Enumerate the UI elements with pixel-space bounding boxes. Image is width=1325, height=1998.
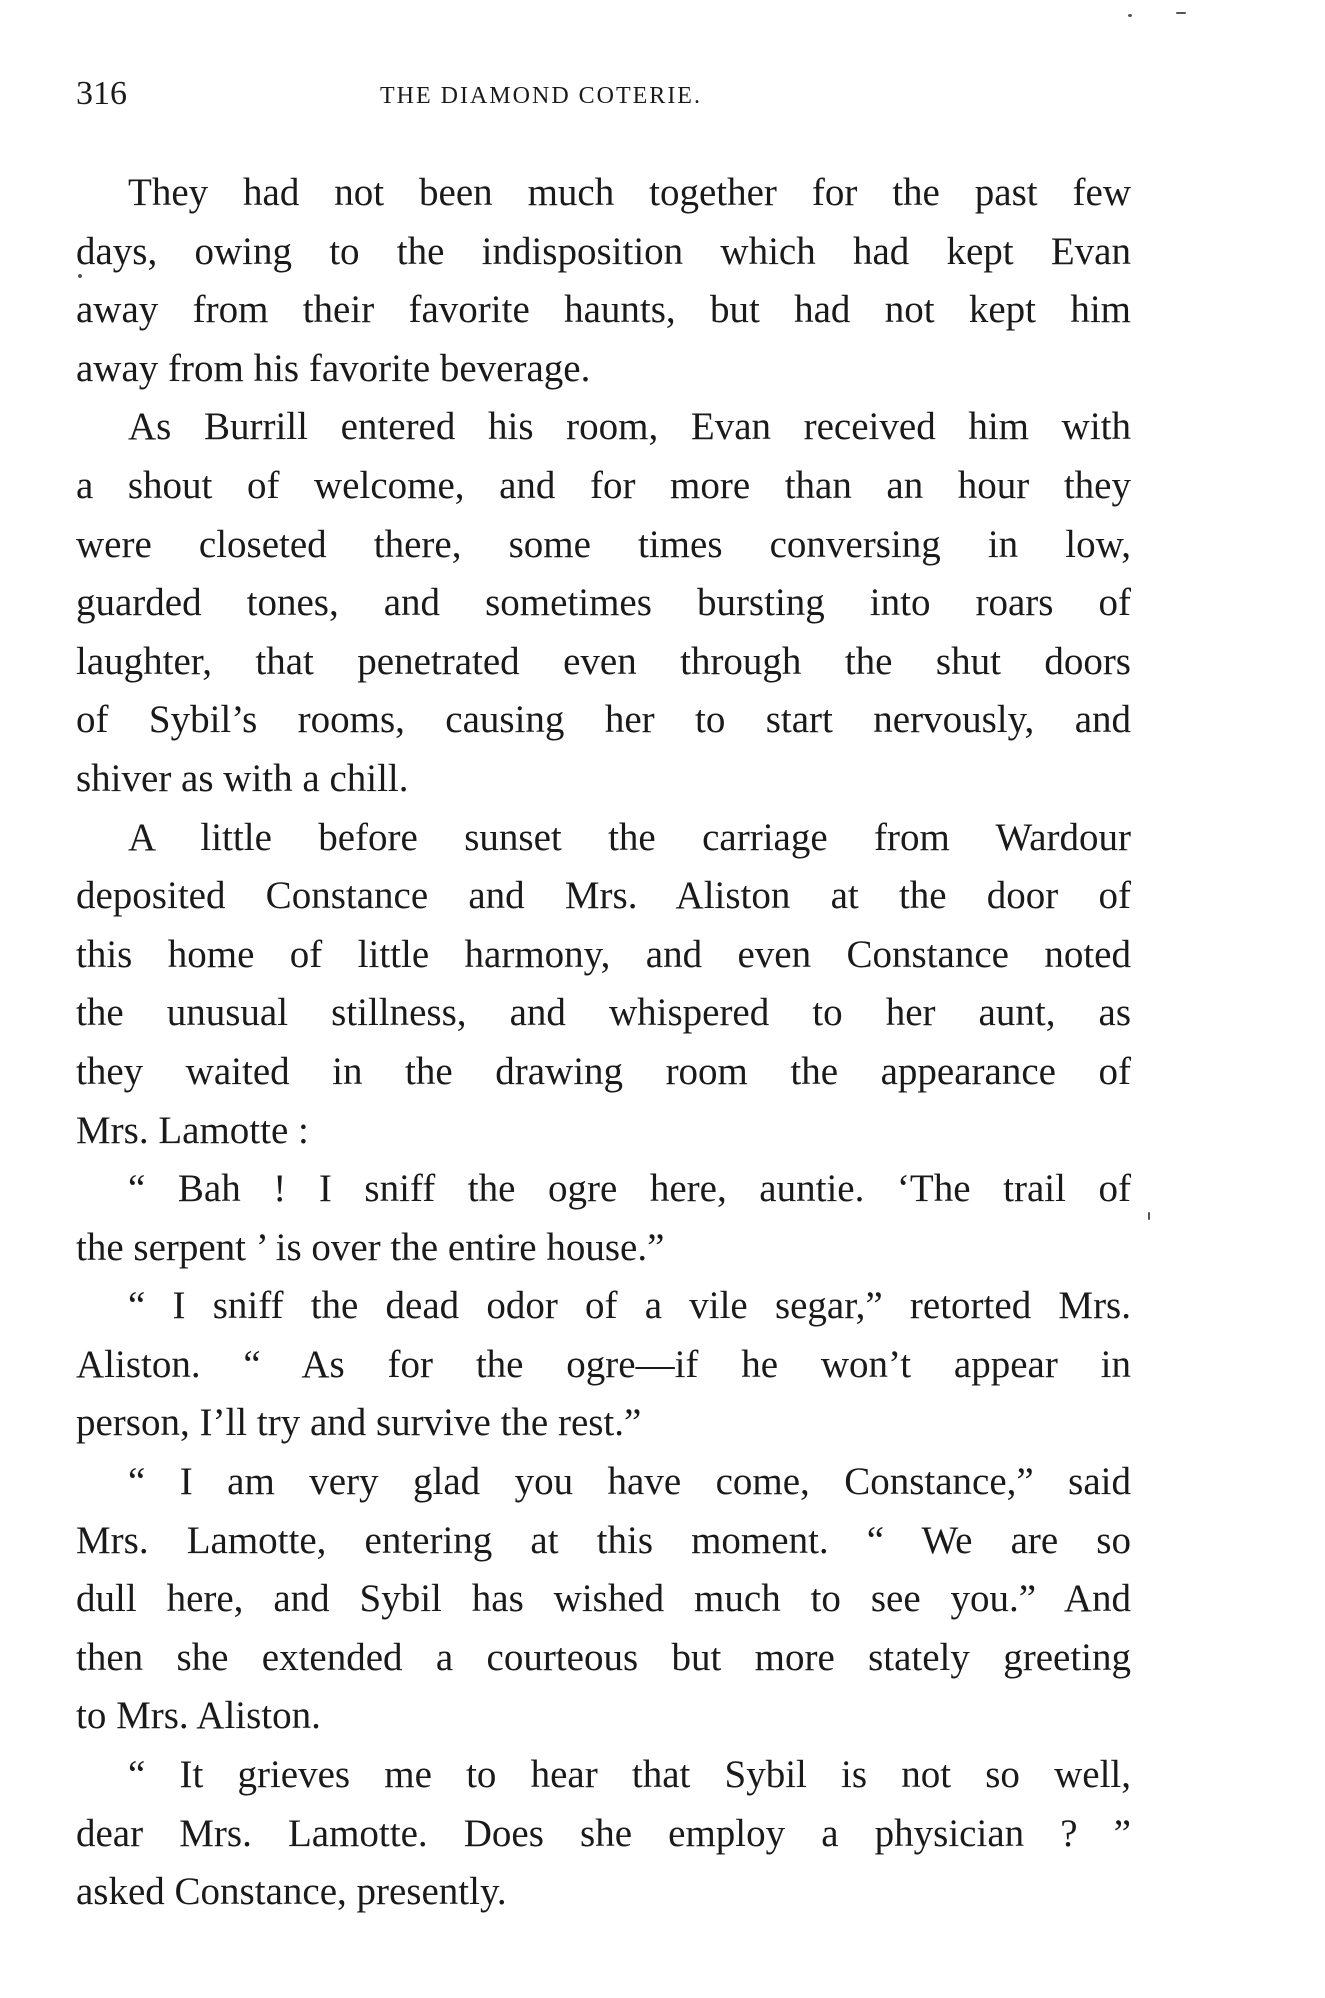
text-line: a shout of welcome, and for more than an hour they bbox=[76, 463, 1131, 507]
text-line: days, owing to the indisposition which had kept Evan bbox=[76, 229, 1131, 273]
scan-speck bbox=[1176, 12, 1186, 14]
running-title: THE DIAMOND COTERIE. bbox=[380, 83, 702, 109]
text-line: A little before sunset the carriage from Wardour bbox=[128, 815, 1131, 859]
text-line: shiver as with a chill. bbox=[76, 756, 409, 800]
paragraph-7 bbox=[76, 1746, 1131, 1922]
text-line: away from their favorite haunts, but had not kept him bbox=[76, 288, 1131, 332]
text-line: Mrs. Lamotte, entering at this moment. “ We are so bbox=[76, 1518, 1131, 1562]
scan-speck bbox=[78, 274, 82, 278]
text-line: “ Bah ! I sniff the ogre here, auntie. ‘The trail of bbox=[128, 1167, 1131, 1211]
paragraph-1 bbox=[76, 164, 1131, 398]
text-line: away from his favorite beverage. bbox=[76, 346, 591, 390]
text-line: the serpent ’ is over the entire house.” bbox=[76, 1225, 665, 1269]
scan-speck bbox=[1128, 14, 1132, 17]
text-line: this home of little harmony, and even Constance noted bbox=[76, 932, 1131, 976]
text-line: “ I am very glad you have come, Constance,” said bbox=[128, 1460, 1131, 1504]
paragraph-6 bbox=[76, 1453, 1131, 1746]
page-header bbox=[76, 74, 1131, 114]
page-number: 316 bbox=[76, 75, 127, 112]
text-line: the unusual stillness, and whispered to her aunt, as bbox=[76, 991, 1131, 1035]
text-line: laughter, that penetrated even through the shut doors bbox=[76, 639, 1131, 683]
paragraph-2 bbox=[76, 398, 1131, 808]
text-line: “ I sniff the dead odor of a vile segar,” retorted Mrs. bbox=[128, 1284, 1131, 1328]
text-line: dear Mrs. Lamotte. Does she employ a physician ? ” bbox=[76, 1811, 1131, 1855]
text-line: person, I’ll try and survive the rest.” bbox=[76, 1401, 642, 1445]
text-line: to Mrs. Aliston. bbox=[76, 1694, 321, 1738]
text-line: then she extended a courteous but more stately greeting bbox=[76, 1635, 1131, 1679]
text-line: “ It grieves me to hear that Sybil is not so well, bbox=[128, 1753, 1131, 1797]
text-line: deposited Constance and Mrs. Aliston at the door of bbox=[76, 874, 1131, 918]
text-line: they waited in the drawing room the appearance of bbox=[76, 1049, 1131, 1093]
paragraph-3 bbox=[76, 809, 1131, 1161]
text-line: Mrs. Lamotte : bbox=[76, 1108, 309, 1152]
text-line: were closeted there, some times conversing in low, bbox=[76, 522, 1131, 566]
text-line: As Burrill entered his room, Evan received him with bbox=[128, 405, 1131, 449]
text-line: guarded tones, and sometimes bursting into roars of bbox=[76, 581, 1131, 625]
paragraph-4 bbox=[76, 1160, 1131, 1277]
text-line: of Sybil’s rooms, causing her to start nervously, and bbox=[76, 698, 1131, 742]
text-line: dull here, and Sybil has wished much to see you.” And bbox=[76, 1577, 1131, 1621]
text-line: asked Constance, presently. bbox=[76, 1870, 507, 1914]
text-line: Aliston. “ As for the ogre—if he won’t appear in bbox=[76, 1342, 1131, 1386]
scan-speck bbox=[1148, 1212, 1150, 1220]
text-line: They had not been much together for the past few bbox=[128, 171, 1131, 214]
paragraph-5 bbox=[76, 1277, 1131, 1453]
page-body bbox=[76, 164, 1131, 1922]
